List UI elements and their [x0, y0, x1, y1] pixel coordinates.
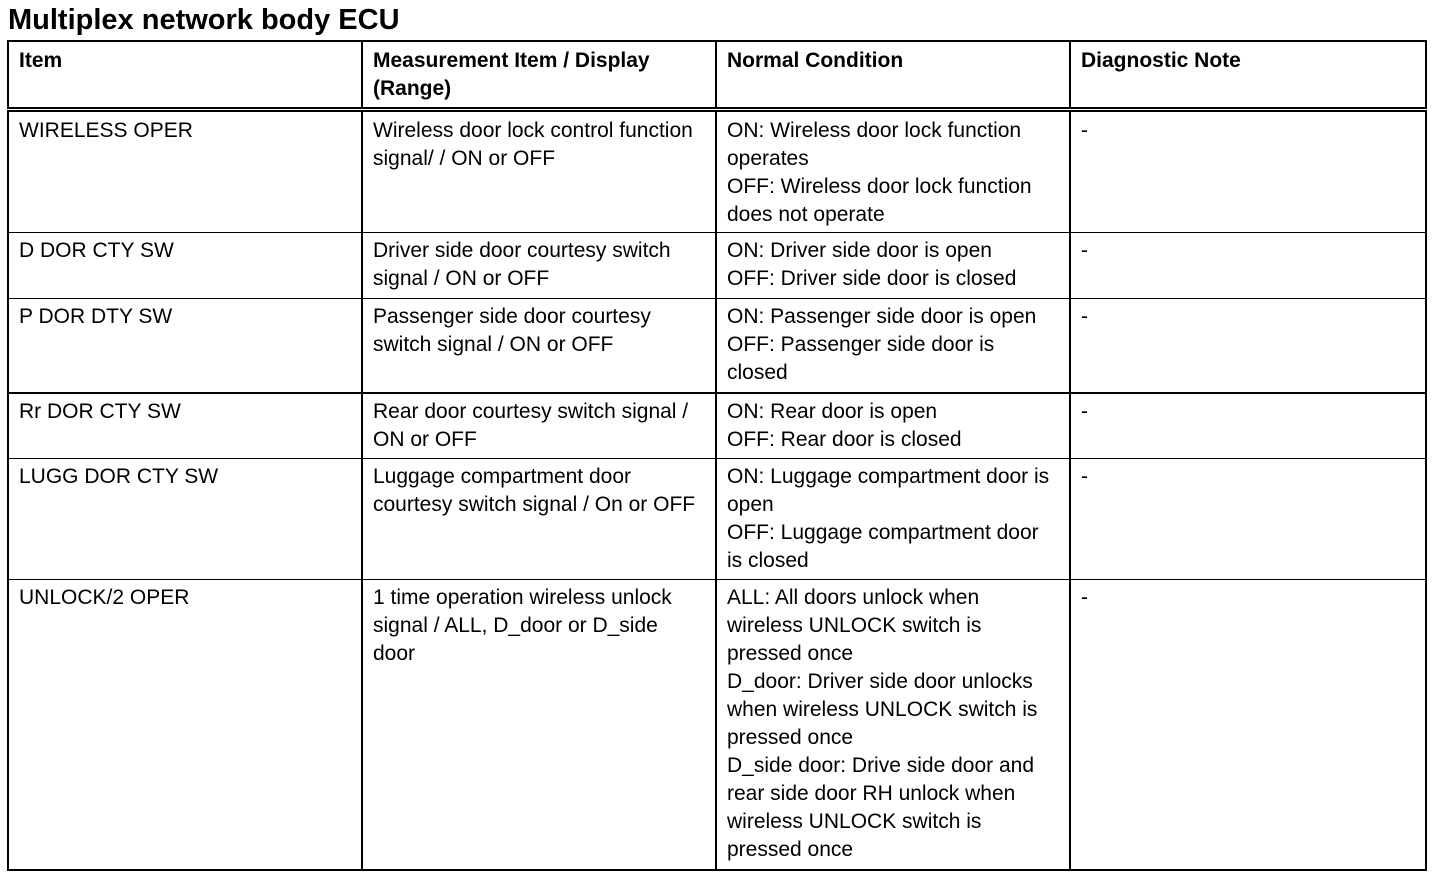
condition-line: ON: Wireless door lock function operates: [727, 119, 1022, 170]
header-row: [8, 41, 1426, 110]
item-cell: LUGG DOR CTY SW: [8, 459, 362, 580]
table-row: [8, 393, 1426, 459]
measurement-cell: Driver side door courtesy switch signal / ON or OFF: [362, 233, 716, 299]
header-normal-condition: Normal Condition: [716, 41, 1070, 110]
diagnostic-note-cell: [1070, 110, 1426, 233]
normal-condition-cell: [716, 459, 1070, 580]
item-cell: D DOR CTY SW: [8, 233, 362, 299]
condition-line: ON: Rear door is open: [727, 399, 938, 423]
diagnostic-note-text: -: [1081, 239, 1088, 263]
normal-condition-cell: [716, 580, 1070, 870]
condition-line: OFF: Rear door is closed: [727, 427, 962, 451]
measurement-cell: Rear door courtesy switch signal / ON or OFF: [362, 393, 716, 459]
normal-condition-cell: [716, 393, 1070, 459]
diagnostic-note-text: -: [1081, 586, 1088, 610]
measurement-cell: Passenger side door courtesy switch signal / ON or OFF: [362, 298, 716, 392]
diagnostic-note-text: -: [1081, 119, 1088, 142]
diagnostic-note-cell: [1070, 298, 1426, 392]
normal-condition-cell: [716, 298, 1070, 392]
condition-line: OFF: Luggage compartment door is closed: [727, 521, 1039, 573]
condition-line: ON: Luggage compartment door is open: [727, 465, 1050, 517]
page-title: Multiplex network body ECU: [8, 4, 400, 36]
diagnostic-note-cell: [1070, 233, 1426, 299]
condition-line: OFF: Wireless door lock function does not operate: [727, 175, 1032, 226]
header-measurement: Measurement Item / Display (Range): [362, 41, 716, 110]
diagnostic-note-cell: [1070, 580, 1426, 870]
table-row: [8, 459, 1426, 580]
table-row: [8, 580, 1426, 870]
header-item: Item: [8, 41, 362, 110]
table-row: [8, 110, 1426, 233]
condition-line: ON: Driver side door is open: [727, 239, 992, 263]
diagnostic-note-text: -: [1081, 304, 1088, 328]
diagnostic-note-text: -: [1081, 465, 1088, 489]
header-diagnostic-note: Diagnostic Note: [1070, 41, 1426, 110]
table-body: [8, 110, 1426, 871]
measurement-cell: 1 time operation wireless unlock signal / ALL, D_door or D_side door: [362, 580, 716, 870]
condition-line: OFF: Driver side door is closed: [727, 267, 1017, 291]
condition-line: ALL: All doors unlock when wireless UNLOCK switch is pressed once: [727, 586, 982, 666]
measurement-cell: Luggage compartment door courtesy switch signal / On or OFF: [362, 459, 716, 580]
table-row: [8, 298, 1426, 392]
diagnostic-note-text: -: [1081, 399, 1088, 423]
diagnostic-note-cell: [1070, 459, 1426, 580]
item-cell: P DOR DTY SW: [8, 298, 362, 392]
normal-condition-cell: [716, 110, 1070, 233]
item-cell: Rr DOR CTY SW: [8, 393, 362, 459]
condition-line: OFF: Passenger side door is closed: [727, 332, 995, 384]
diagnostic-note-cell: [1070, 393, 1426, 459]
condition-line: ON: Passenger side door is open: [727, 304, 1037, 328]
condition-line: D_door: Driver side door unlocks when wireless UNLOCK switch is pressed once: [727, 670, 1038, 750]
table-row: [8, 233, 1426, 299]
data-list-table: [7, 40, 1427, 871]
table-header: [8, 41, 1426, 110]
normal-condition-cell: [716, 233, 1070, 299]
measurement-cell: Wireless door lock control function signal/ / ON or OFF: [362, 110, 716, 233]
item-cell: UNLOCK/2 OPER: [8, 580, 362, 870]
condition-line: D_side door: Drive side door and rear side door RH unlock when wireless UNLOCK switch is pressed once: [727, 754, 1035, 862]
item-cell: WIRELESS OPER: [8, 110, 362, 233]
